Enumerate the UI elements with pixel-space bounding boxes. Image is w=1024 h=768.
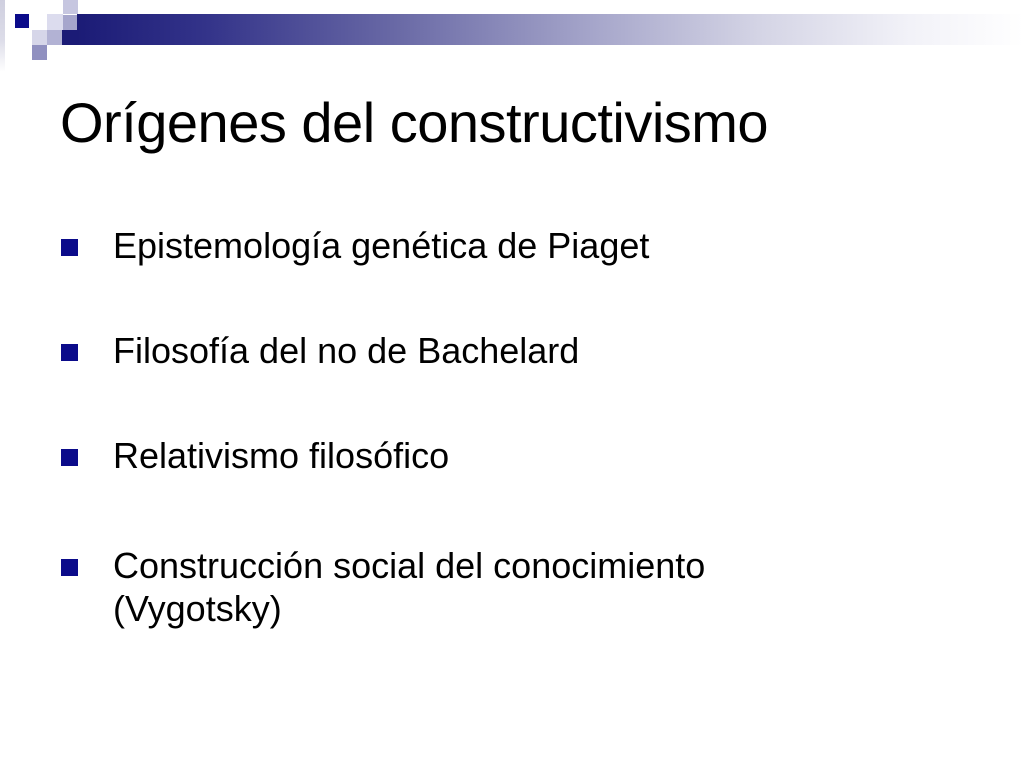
bullet-square-icon (61, 449, 78, 466)
deco-square (32, 45, 47, 60)
deco-square (32, 30, 47, 45)
header-gradient-bar (77, 14, 1024, 45)
deco-square (47, 30, 62, 45)
bullet-item (61, 224, 649, 267)
bullet-text: Epistemología genética de Piaget (113, 225, 650, 266)
bullet-item (61, 434, 449, 477)
deco-square (15, 14, 29, 28)
slide-title: Orígenes del constructivismo (60, 91, 769, 154)
bullet-text: Relativismo filosófico (113, 435, 450, 476)
bullet-text: Filosofía del no de Bachelard (113, 330, 580, 371)
bullet-text: Construcción social del conocimiento (Vygotsky) (113, 545, 706, 629)
deco-square (63, 0, 78, 14)
deco-square (63, 15, 77, 30)
bullet-item (61, 544, 853, 630)
deco-square (47, 14, 63, 30)
bullet-square-icon (61, 239, 78, 256)
bullet-item (61, 329, 579, 372)
bullet-square-icon (61, 344, 78, 361)
bullet-square-icon (61, 559, 78, 576)
header-bar-step (62, 30, 77, 45)
left-edge-gradient (0, 0, 5, 72)
